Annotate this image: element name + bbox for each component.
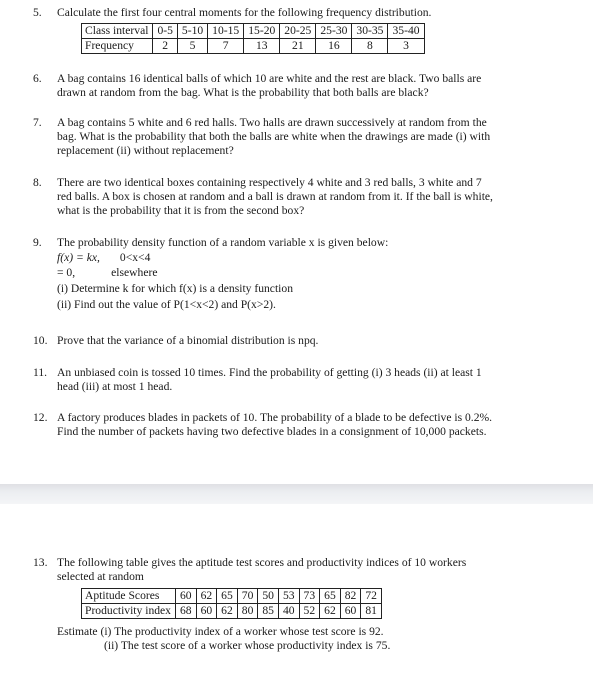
- question-number: 13.: [33, 556, 48, 569]
- question-line: bag. What is the probability that both the balls are white when the drawings are made (i) with: [57, 130, 491, 143]
- table-cell: 62: [196, 589, 217, 604]
- question-7: [33, 116, 553, 158]
- table-cell: 68: [175, 604, 196, 619]
- table-cell: 70: [237, 589, 258, 604]
- table-row-label: Class interval: [82, 24, 153, 39]
- question-line: head (iii) at most 1 head.: [57, 380, 173, 393]
- table-cell: 10-15: [208, 24, 244, 39]
- table-cell: 72: [361, 589, 382, 604]
- document-page-2: [0, 504, 593, 700]
- question-line: A bag contains 5 white and 6 red halls. Two halls are drawn successively at random from the: [57, 116, 487, 129]
- scores-table: [81, 588, 382, 619]
- math-condition: elsewhere: [111, 266, 158, 279]
- question-part: (ii) The test score of a worker whose productivity index is 75.: [104, 639, 391, 652]
- question-9: [33, 236, 553, 312]
- table-cell: 50: [258, 589, 279, 604]
- frequency-table: [81, 23, 425, 54]
- table-cell: 80: [237, 604, 258, 619]
- table-row: [82, 589, 382, 604]
- question-12: [33, 411, 553, 439]
- table-cell: 13: [244, 39, 280, 54]
- table-cell: 73: [299, 589, 320, 604]
- table-cell: 40: [278, 604, 299, 619]
- question-10: [33, 334, 553, 348]
- table-cell: 30-35: [352, 24, 388, 39]
- question-number: 12.: [33, 411, 48, 424]
- density-function-line: [57, 251, 553, 265]
- question-line: red balls. A box is chosen at random and a ball is drawn at random from it. If the ball is white,: [57, 190, 493, 203]
- question-part: (i) Determine k for which f(x) is a density function: [57, 282, 293, 295]
- table-cell: 85: [258, 604, 279, 619]
- question-text: Prove that the variance of a binomial distribution is npq.: [57, 334, 319, 347]
- question-11: [33, 366, 553, 394]
- table-cell: 0-5: [153, 24, 177, 39]
- table-row-label: Aptitude Scores: [82, 589, 176, 604]
- math-condition: 0<x<4: [119, 251, 151, 264]
- math-expression: f(x) = kx,: [57, 251, 100, 264]
- table-cell: 21: [280, 39, 316, 54]
- table-row: [82, 604, 382, 619]
- table-cell: 60: [175, 589, 196, 604]
- question-part: (ii) Find out the value of P(1<x<2) and P(x>2).: [57, 298, 276, 311]
- table-cell: 53: [278, 589, 299, 604]
- question-line: drawn at random from the bag. What is the probability that both balls are black?: [57, 86, 429, 99]
- table-cell: 5: [177, 39, 207, 54]
- table-cell: 60: [196, 604, 217, 619]
- question-line: The following table gives the aptitude test scores and productivity indices of 10 workers: [57, 556, 467, 569]
- table-cell: 3: [388, 39, 424, 54]
- question-line: selected at random: [57, 570, 144, 583]
- question-line: There are two identical boxes containing respectively 4 white and 3 red balls, 3 white and 7: [57, 176, 482, 189]
- question-5: [33, 6, 553, 54]
- question-number: 10.: [33, 334, 48, 347]
- question-number: 7.: [33, 116, 42, 129]
- table-cell: 7: [208, 39, 244, 54]
- question-number: 8.: [33, 176, 42, 189]
- question-line: A bag contains 16 identical balls of which 10 are white and the rest are black. Two balls are: [57, 72, 482, 85]
- question-part: Estimate (i) The productivity index of a worker whose test score is 92.: [57, 625, 384, 638]
- table-cell: 20-25: [280, 24, 316, 39]
- question-8: [33, 176, 553, 218]
- table-cell: 2: [153, 39, 177, 54]
- question-line: A factory produces blades in packets of 10. The probability of a blade to be defective is 0.2%.: [57, 411, 493, 424]
- density-function-line: [57, 266, 553, 280]
- table-cell: 81: [361, 604, 382, 619]
- question-line: Find the number of packets having two defective blades in a consignment of 10,000 packets.: [57, 425, 487, 438]
- table-cell: 15-20: [244, 24, 280, 39]
- question-number: 6.: [33, 72, 42, 85]
- table-cell: 82: [340, 589, 361, 604]
- table-cell: 8: [352, 39, 388, 54]
- table-row-label: Productivity index: [82, 604, 176, 619]
- table-row: [82, 39, 425, 54]
- question-13: [33, 556, 553, 653]
- table-cell: 65: [320, 589, 341, 604]
- page-separator: [0, 484, 593, 504]
- table-cell: 52: [299, 604, 320, 619]
- question-line: The probability density function of a random variable x is given below:: [57, 236, 389, 249]
- table-cell: 5-10: [177, 24, 207, 39]
- question-number: 11.: [33, 366, 48, 379]
- table-cell: 65: [217, 589, 238, 604]
- table-row: [82, 24, 425, 39]
- table-row-label: Frequency: [82, 39, 153, 54]
- question-number: 5.: [33, 6, 42, 19]
- question-6: [33, 72, 553, 100]
- math-expression: = 0,: [57, 266, 76, 279]
- table-cell: 35-40: [388, 24, 424, 39]
- table-cell: 62: [217, 604, 238, 619]
- table-cell: 62: [320, 604, 341, 619]
- table-cell: 60: [340, 604, 361, 619]
- question-text: Calculate the first four central moments for the following frequency distribution.: [57, 6, 432, 19]
- question-line: what is the probability that it is from the second box?: [57, 204, 305, 217]
- table-cell: 16: [316, 39, 352, 54]
- question-number: 9.: [33, 236, 42, 249]
- table-cell: 25-30: [316, 24, 352, 39]
- question-line: An unbiased coin is tossed 10 times. Find the probability of getting (i) 3 heads (ii) at least 1: [57, 366, 482, 379]
- question-line: replacement (ii) without replacement?: [57, 144, 234, 157]
